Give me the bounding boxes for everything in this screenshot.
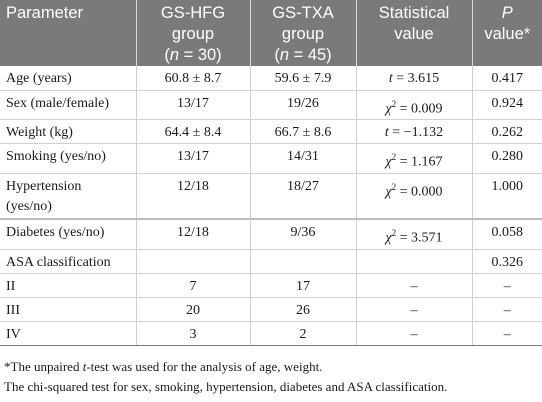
cell-gs-txa: 59.6 ± 7.9 xyxy=(250,66,356,90)
cell-gs-txa: 66.7 ± 8.6 xyxy=(250,120,356,144)
table-row xyxy=(0,120,542,144)
table-body xyxy=(0,66,542,345)
cell-gs-hfg: 13/17 xyxy=(136,144,250,174)
header-stat-line1: Statistical xyxy=(378,4,450,22)
cell-gs-hfg: 7 xyxy=(136,273,250,297)
cell-p-value: 0.280 xyxy=(472,144,542,174)
cell-gs-hfg: 3 xyxy=(136,321,250,345)
table-row xyxy=(0,66,542,90)
header-p-line2: value* xyxy=(484,25,531,43)
header-row xyxy=(0,0,542,66)
cell-parameter: Sex (male/female) xyxy=(0,90,136,120)
footnote-1: *The unpaired t-test was used for the analysis of age, weight. xyxy=(4,359,323,374)
cell-gs-txa: 19/26 xyxy=(250,90,356,120)
table-row xyxy=(0,173,542,219)
header-stat-line2: value xyxy=(394,25,434,43)
cell-statistical-value xyxy=(356,249,472,273)
header-gs-hfg xyxy=(136,0,250,66)
footnotes xyxy=(4,357,540,397)
cell-statistical-value: – xyxy=(356,321,472,345)
cell-gs-txa: 17 xyxy=(250,273,356,297)
table-row xyxy=(0,273,542,297)
cell-parameter: Hypertension (yes/no) xyxy=(0,173,136,219)
cell-p-value: – xyxy=(472,297,542,321)
cell-parameter: Age (years) xyxy=(0,66,136,90)
cell-gs-txa: 2 xyxy=(250,321,356,345)
cell-statistical-value: $\chi^2 = 0.000$ xyxy=(356,173,472,219)
cell-statistical-value: $\chi^2 = 3.571$ xyxy=(356,219,472,249)
cell-gs-txa: 26 xyxy=(250,297,356,321)
cell-statistical-value: $\chi^2 = 1.167$ xyxy=(356,144,472,174)
cell-p-value: 0.326 xyxy=(472,249,542,273)
cell-p-value: 0.924 xyxy=(472,90,542,120)
header-statistical-value xyxy=(356,0,472,66)
cell-p-value: – xyxy=(472,321,542,345)
header-p-value xyxy=(472,0,542,66)
cell-gs-hfg: 64.4 ± 8.4 xyxy=(136,120,250,144)
cell-gs-txa xyxy=(250,249,356,273)
header-gs-txa-line1: GS-TXA xyxy=(272,4,334,22)
header-parameter: Parameter xyxy=(0,0,136,66)
header-p-line1: P xyxy=(501,4,513,22)
cell-p-value: 0.417 xyxy=(472,66,542,90)
cell-p-value: – xyxy=(472,273,542,297)
header-gs-txa xyxy=(250,0,356,66)
table-row xyxy=(0,144,542,174)
cell-parameter: III xyxy=(0,297,136,321)
header-gs-txa-line2: group xyxy=(281,25,325,43)
cell-gs-hfg: 13/17 xyxy=(136,90,250,120)
cell-parameter: Smoking (yes/no) xyxy=(0,144,136,174)
cell-gs-txa: 9/36 xyxy=(250,219,356,249)
footnote-2: The chi-squared test for sex, smoking, hypertension, diabetes and ASA classification. xyxy=(4,379,448,394)
table-row xyxy=(0,249,542,273)
cell-p-value: 0.262 xyxy=(472,120,542,144)
cell-parameter: ASA classification xyxy=(0,249,136,273)
cell-gs-hfg: 20 xyxy=(136,297,250,321)
cell-p-value: 1.000 xyxy=(472,173,542,219)
table-row xyxy=(0,90,542,120)
cell-gs-hfg: 12/18 xyxy=(136,173,250,219)
cell-p-value: 0.058 xyxy=(472,219,542,249)
cell-parameter: Diabetes (yes/no) xyxy=(0,219,136,249)
cell-statistical-value: $\chi^2 = 0.009$ xyxy=(356,90,472,120)
cell-gs-hfg xyxy=(136,249,250,273)
cell-statistical-value: t = 3.615 xyxy=(356,66,472,90)
table-row xyxy=(0,297,542,321)
cell-gs-hfg: 12/18 xyxy=(136,219,250,249)
cell-parameter: II xyxy=(0,273,136,297)
cell-statistical-value: t = −1.132 xyxy=(356,120,472,144)
cell-statistical-value: – xyxy=(356,273,472,297)
cell-gs-txa: 18/27 xyxy=(250,173,356,219)
header-gs-hfg-line3: (n = 30) xyxy=(164,46,222,64)
cell-gs-txa: 14/31 xyxy=(250,144,356,174)
cell-parameter: Weight (kg) xyxy=(0,120,136,144)
header-gs-txa-line3: (n = 45) xyxy=(274,46,332,64)
cell-parameter: IV xyxy=(0,321,136,345)
table-row xyxy=(0,321,542,345)
header-gs-hfg-line1: GS-HFG xyxy=(160,4,226,22)
cell-statistical-value: – xyxy=(356,297,472,321)
table-row xyxy=(0,219,542,249)
header-gs-hfg-line2: group xyxy=(171,25,215,43)
cell-gs-hfg: 60.8 ± 8.7 xyxy=(136,66,250,90)
